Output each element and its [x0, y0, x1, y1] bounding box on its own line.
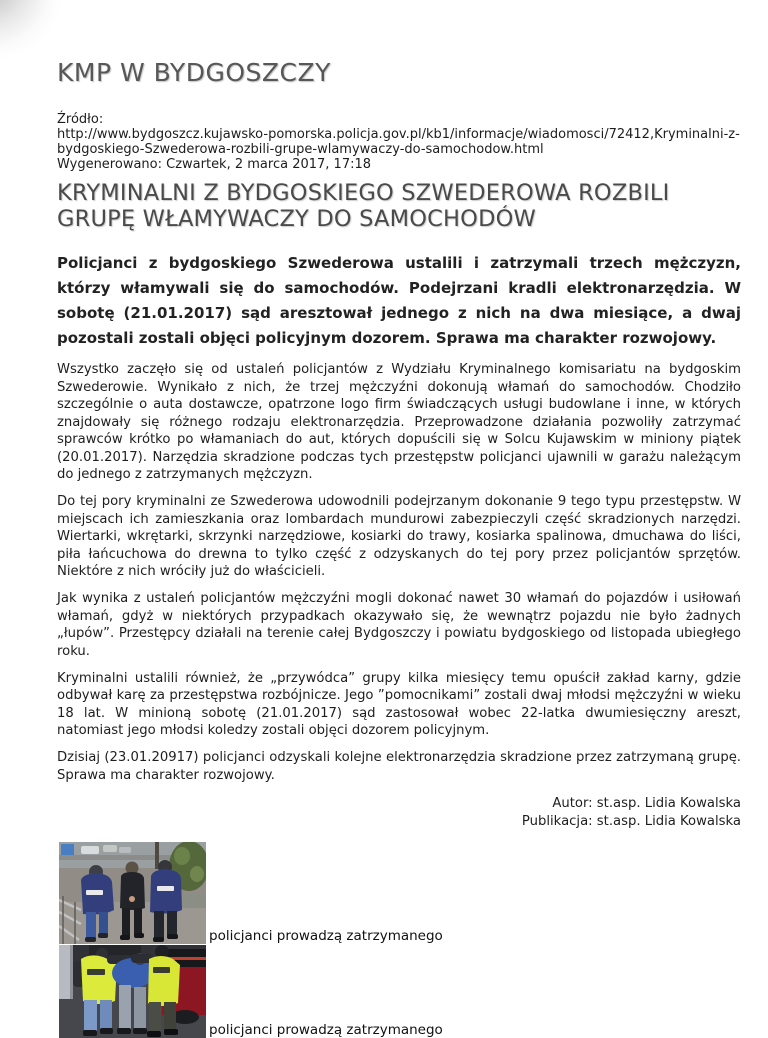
- photo-list: [57, 842, 741, 1038]
- article-title: KRYMINALNI Z BYDGOSKIEGO SZWEDEROWA ROZBILI GRUPĘ WŁAMYWACZY DO SAMOCHODÓW: [57, 180, 670, 232]
- generated-timestamp: Wygenerowano: Czwartek, 2 marca 2017, 17:18: [57, 157, 372, 172]
- source-label: Źródło:: [57, 112, 104, 127]
- photo-caption: policjanci prowadzą zatrzymanego: [209, 928, 443, 944]
- site-header: KMP W BYDGOSZCZY: [57, 58, 331, 87]
- byline: [57, 795, 741, 830]
- source-info: [57, 112, 741, 172]
- article-paragraph: Dzisiaj (23.01.20917) policjanci odzyskali kolejne elektronarzędzia skradzione przez zatrzymaną grupę. Sprawa ma charakter rozwojowy.: [57, 750, 741, 783]
- article-paragraph: Wszystko zaczęło się od ustaleń policjantów z Wydziału Kryminalnego komisariatu na bydgoskim Szwederowie. Wynikało z nich, że trzej mężczyźni dokonują włamań do samochodów. Chodziło szczególnie o auta dostawcze, opatrzone logo firm świadczących usługi budowlane i inne, w których znajdowały się różnego rodzaju elektronarzędzia. Przeprowadzone działania pozwoliły zatrzymać sprawców krótko po włamaniach do aut, których dopuścili się w Solcu Kujawskim w miniony piątek (20.01.2017). Narzędzia skradzione podczas tych przestępstw policjanci ujawnili w garażu należącym do jednego z zatrzymanych mężczyzn.: [57, 362, 741, 482]
- article-paragraph: Jak wynika z ustaleń policjantów mężczyźni mogli dokonać nawet 30 włamań do pojazdów i usiłowań włamań, gdyż w niektórych przypadkach okazywało się, że wewnątrz pojazdu nie było żadnych „łupów”. Przestępcy działali na terenie całej Bydgoszczy i powiatu bydgoskiego od listopada ubiegłego roku.: [57, 591, 741, 659]
- photo-figure: [59, 945, 741, 1038]
- article-content: [57, 0, 741, 1038]
- photo-caption: policjanci prowadzą zatrzymanego: [209, 1022, 443, 1038]
- photo-police-detention-car-image: [59, 945, 206, 1038]
- article-paragraph: Do tej pory kryminalni ze Szwederowa udowodnili podejrzanym dokonanie 9 tego typu przestępstw. W miejscach ich zamieszkania oraz lombardach mundurowi zabezpieczyli część skradzionych narzędzi. Wiertarki, wkrętarki, skrzynki narzędziowe, kosiarki do trawy, kosiarka spalinowa, dmuchawa do liści, piła łańcuchowa do drewna to tylko część z odzyskanych do tej pory przez policjantów sprzętów. Niektóre z nich wróciły już do właścicieli.: [57, 494, 741, 579]
- source-url: http://www.bydgoszcz.kujawsko-pomorska.policja.gov.pl/kb1/informacje/wiadomosci/72412,Kryminalni-z-bydgoskiego-Szwederowa-rozbili-grupe-wlamywaczy-do-samochodow.html: [57, 127, 740, 157]
- author-line: Autor: st.asp. Lidia Kowalska: [552, 796, 741, 811]
- article-lead: Policjanci z bydgoskiego Szwederowa ustalili i zatrzymali trzech mężczyzn, którzy włamywali się do samochodów. Podejrzani kradli elektronarzędzia. W sobotę (21.01.2017) sąd aresztował jednego z nich na dwa miesiące, a dwaj pozostali zostali objęci policyjnym dozorem. Sprawa ma charakter rozwojowy.: [57, 254, 741, 347]
- photo-police-escort-street-image: [59, 842, 206, 944]
- photo-figure: [59, 842, 741, 944]
- publication-line: Publikacja: st.asp. Lidia Kowalska: [521, 813, 741, 829]
- article-paragraph: Kryminalni ustalili również, że „przywódca” grupy kilka miesięcy temu opuścił zakład karny, gdzie odbywał karę za przestępstwa rozbójnicze. Jego ”pomocnikami” zostali dwaj młodsi mężczyźni w wieku 18 lat. W minioną sobotę (21.01.2017) sąd zastosował wobec 22-latka dwumiesięczny areszt, natomiast jego młodsi koledzy zostali objęci dozorem policyjnym.: [57, 670, 741, 738]
